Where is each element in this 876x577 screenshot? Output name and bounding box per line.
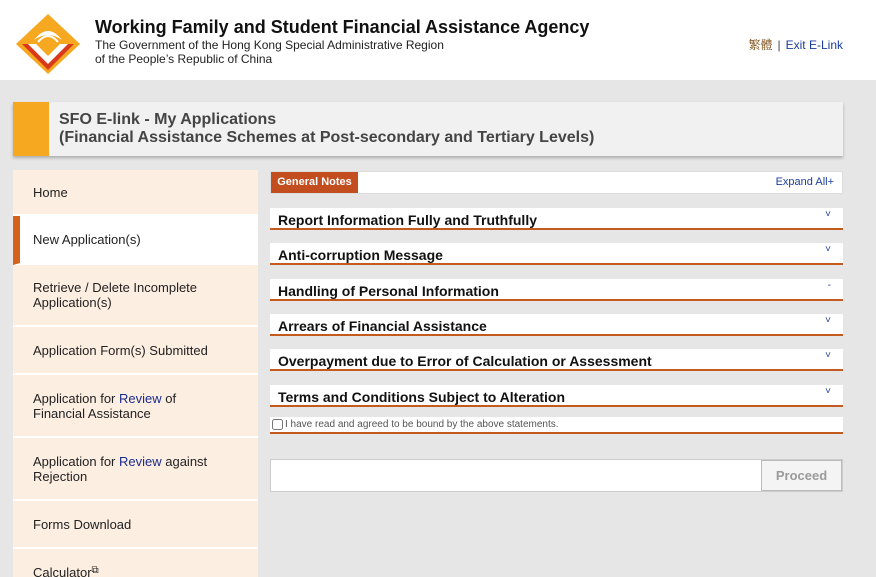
- label-text: of: [161, 390, 177, 406]
- page-title: SFO E-link - My Applications: [59, 111, 277, 128]
- accordion-label: Terms and Conditions Subject to Alteration: [278, 389, 566, 405]
- accordion-anti-corruption[interactable]: [270, 243, 843, 265]
- accordion-personal-information[interactable]: [270, 279, 843, 301]
- accordion-terms-conditions[interactable]: [270, 385, 843, 407]
- chevron-down-icon: ˅: [825, 244, 831, 255]
- sidebar-nav: [13, 170, 258, 577]
- sidebar-item-calculator[interactable]: [13, 549, 258, 577]
- sidebar-item-label: Application Form(s) Submitted: [33, 342, 208, 358]
- sidebar-item-submitted[interactable]: [13, 327, 258, 375]
- label-text: against: [161, 453, 208, 469]
- site-header: [0, 0, 876, 80]
- accordion-label: Arrears of Financial Assistance: [278, 318, 487, 334]
- sidebar-item-review-rejection[interactable]: [13, 438, 258, 501]
- government-line-2: of the People’s Republic of China: [95, 52, 273, 66]
- accordion-arrears[interactable]: [270, 314, 843, 336]
- page-subtitle: (Financial Assistance Schemes at Post-secondary and Tertiary Levels): [59, 129, 595, 146]
- label-text: Financial Assistance: [33, 405, 151, 421]
- agency-title: Working Family and Student Financial Assistance Agency: [95, 17, 590, 37]
- accordion-overpayment[interactable]: [270, 349, 843, 371]
- accordion-label: Anti-corruption Message: [278, 247, 443, 263]
- sidebar-item-retrieve-delete[interactable]: [13, 265, 258, 327]
- government-line-1: The Government of the Hong Kong Special Administrative Region: [95, 38, 444, 52]
- label-text: Application for: [33, 453, 119, 469]
- traditional-chinese-link[interactable]: 繁體: [748, 38, 773, 52]
- general-notes-tab[interactable]: General Notes: [271, 172, 358, 193]
- chevron-down-icon: ˅: [825, 315, 831, 326]
- general-notes-bar: [270, 171, 843, 194]
- sidebar-item-new-applications[interactable]: [13, 216, 258, 265]
- proceed-panel: [270, 459, 843, 492]
- label-text: Rejection: [33, 468, 88, 484]
- label-text: Application for: [33, 390, 119, 406]
- collapse-icon: -: [827, 280, 831, 291]
- sidebar-item-label: New Application(s): [33, 232, 141, 247]
- chevron-down-icon: ˅: [825, 209, 831, 220]
- header-links: [749, 36, 844, 53]
- sidebar-item-forms-download[interactable]: [13, 501, 258, 549]
- agency-logo[interactable]: [14, 12, 82, 76]
- page-title-bar: [13, 102, 843, 156]
- agreement-text: I have read and agreed to be bound by the above statements.: [285, 419, 559, 430]
- sidebar-item-home[interactable]: [13, 170, 258, 216]
- accordion-label: Report Information Fully and Truthfully: [278, 212, 537, 228]
- sidebar-item-label: [33, 454, 207, 484]
- expand-all-link[interactable]: Expand All+: [775, 176, 834, 188]
- external-link-icon: ⧉: [91, 565, 99, 576]
- review-highlight: Review: [119, 453, 162, 469]
- accordion-label: Overpayment due to Error of Calculation or Assessment: [278, 353, 652, 369]
- link-separator: |: [777, 38, 781, 52]
- review-highlight: Review: [119, 390, 162, 406]
- exit-elink-link[interactable]: Exit E-Link: [785, 38, 843, 52]
- sidebar-item-label: [33, 391, 176, 421]
- title-accent: [13, 102, 49, 156]
- sidebar-item-label: Home: [33, 184, 68, 200]
- accordion-report-information[interactable]: [270, 208, 843, 230]
- sidebar-item-label: Calculator: [33, 565, 92, 577]
- chevron-down-icon: ˅: [825, 350, 831, 361]
- agreement-row: [270, 417, 843, 434]
- proceed-button[interactable]: Proceed: [761, 460, 842, 491]
- sidebar-item-review-financial[interactable]: [13, 375, 258, 438]
- accordion-label: Handling of Personal Information: [278, 283, 499, 299]
- agreement-checkbox[interactable]: [272, 419, 283, 430]
- sidebar-item-label: Retrieve / Delete Incomplete Application(s): [33, 280, 198, 310]
- chevron-down-icon: ˅: [825, 386, 831, 397]
- sidebar-item-label: Forms Download: [33, 516, 132, 532]
